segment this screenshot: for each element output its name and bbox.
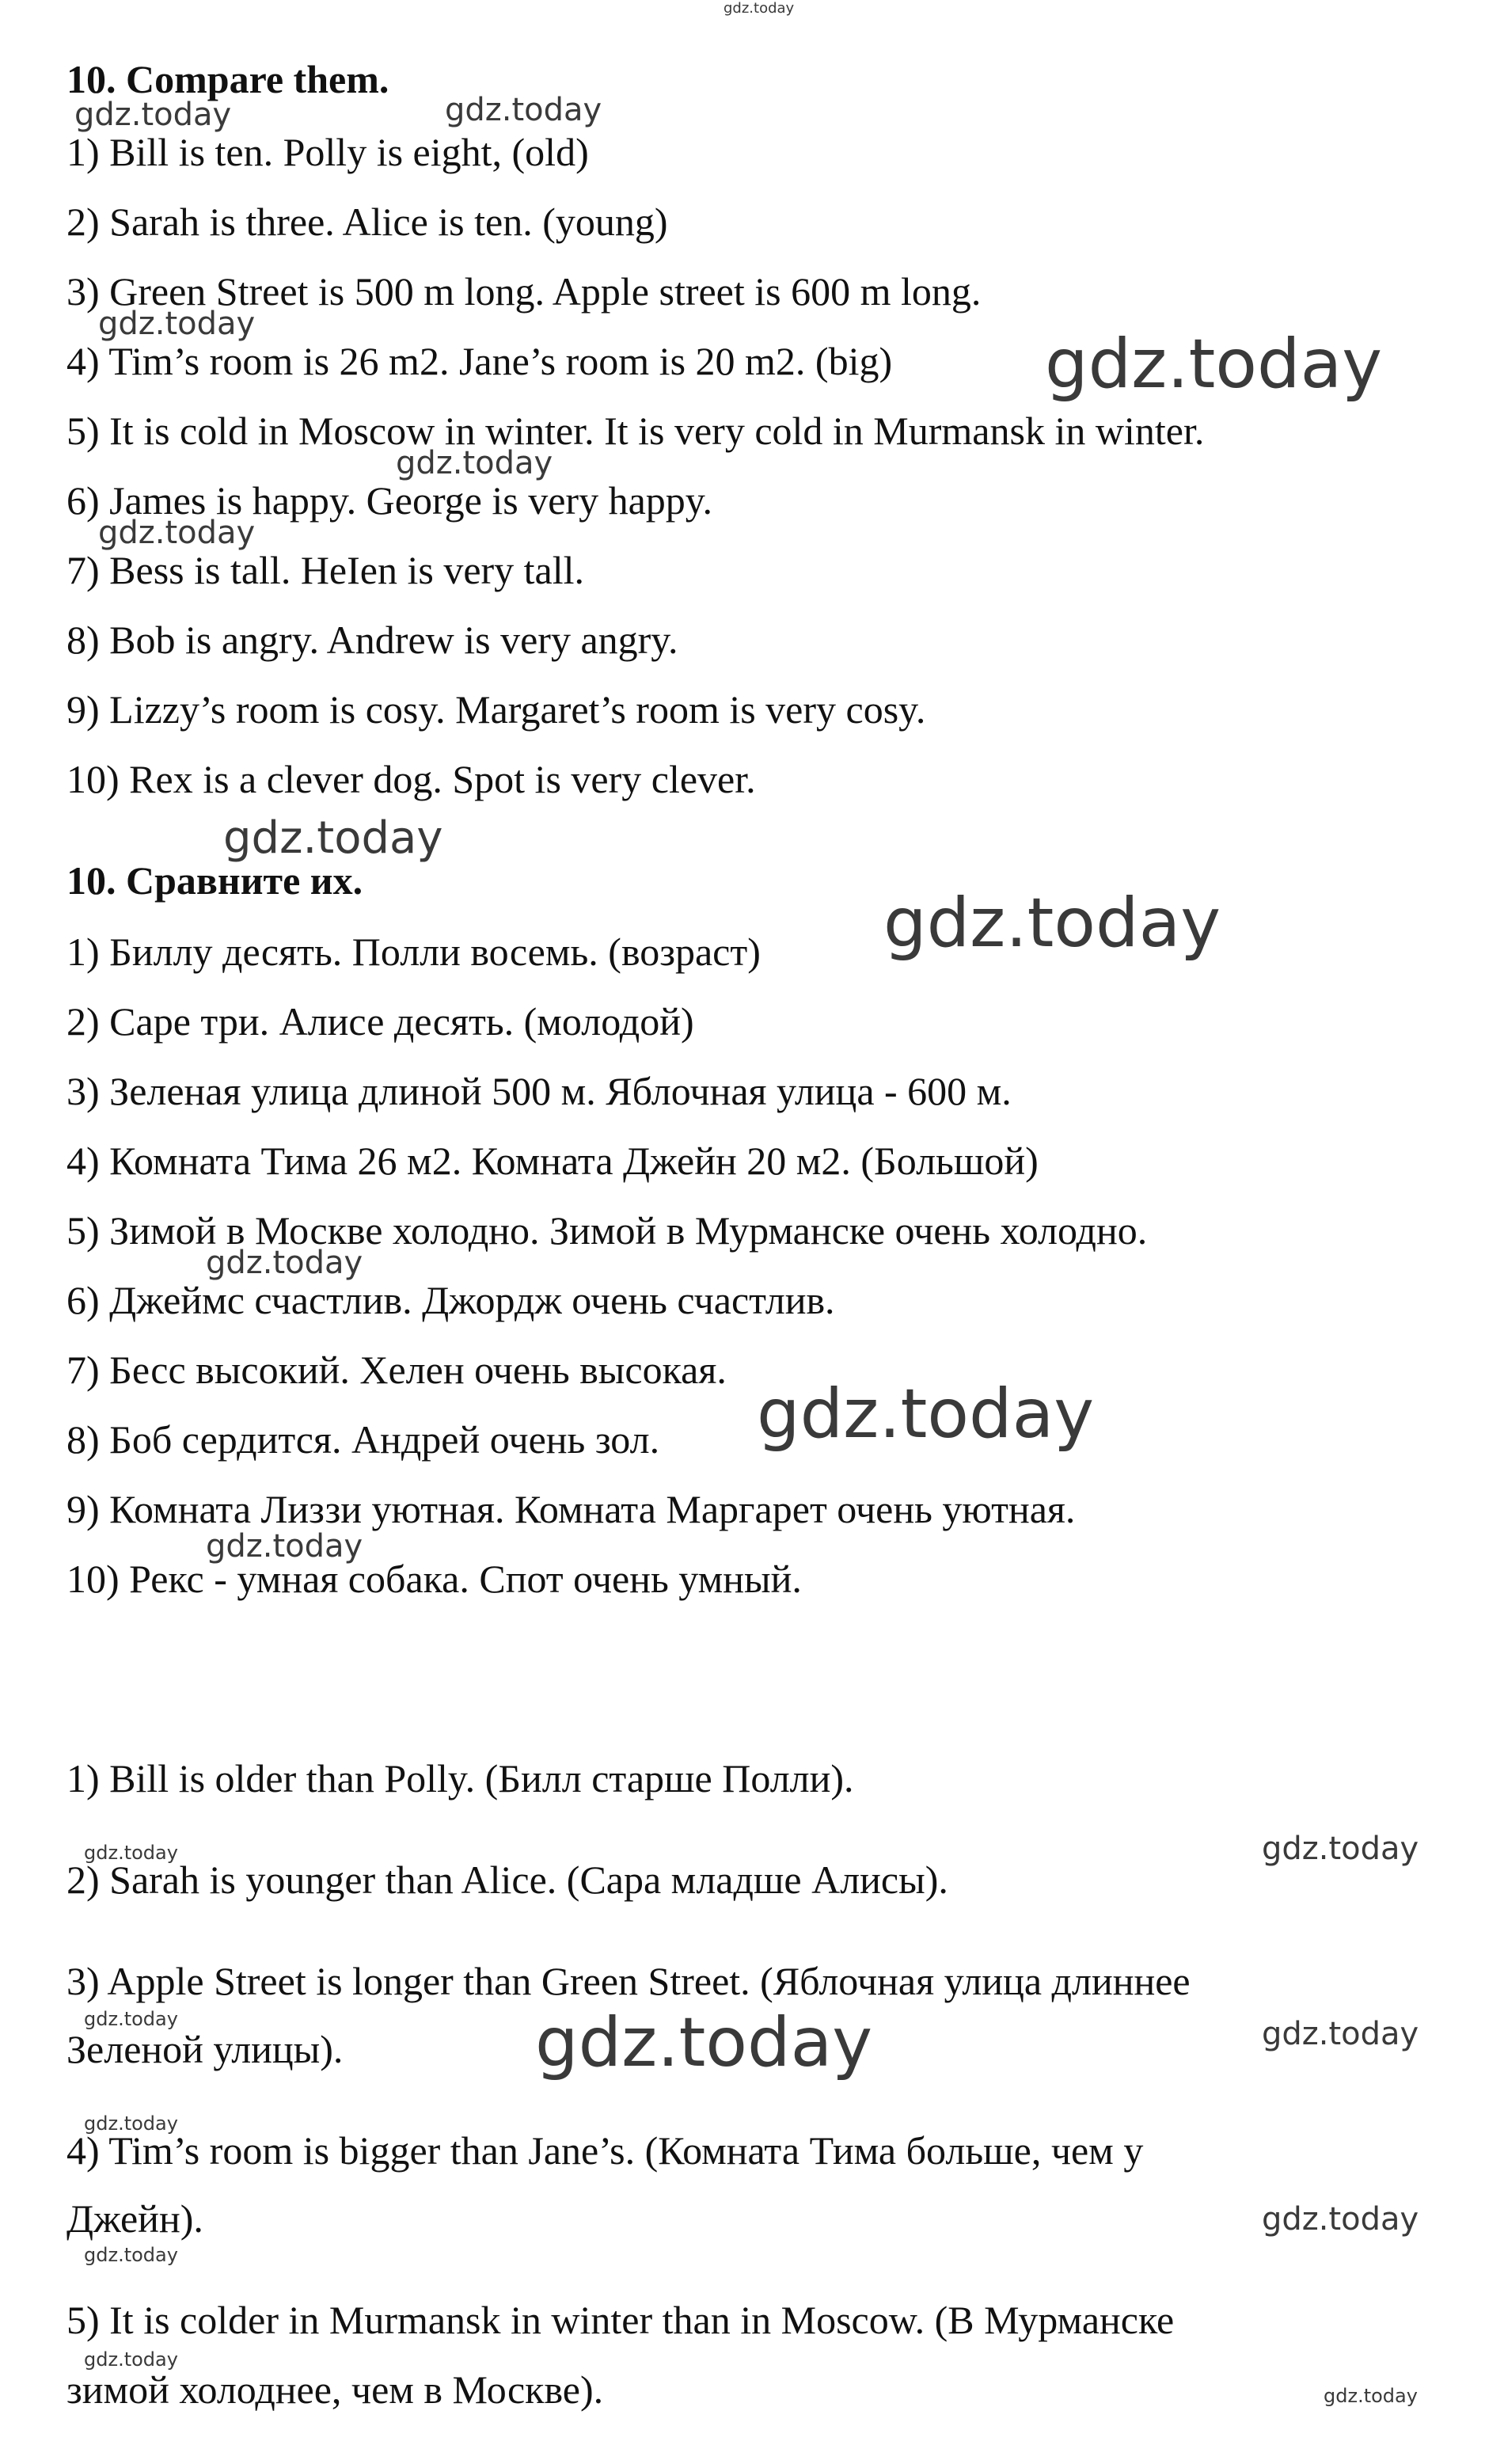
exercise-item: 9) Комната Лиззи уютная. Комната Маргарет очень уютная.	[66, 1487, 1076, 1531]
watermark: gdz.today	[757, 1375, 1095, 1454]
watermark: gdz.today	[206, 1528, 363, 1565]
exercise-heading-en: 10. Compare them.	[66, 57, 389, 101]
answer-line: 4) Tim’s room is bigger than Jane’s. (Комната Тима больше, чем у	[66, 2128, 1144, 2173]
answer-line: 5) It is colder in Murmansk in winter than in Moscow. (В Мурманске	[66, 2298, 1175, 2342]
watermark: gdz.today	[396, 445, 553, 481]
watermark: gdz.today	[223, 812, 443, 864]
exercise-heading-ru: 10. Сравните их.	[66, 858, 363, 903]
exercise-item: 9) Lizzy’s room is cosy. Margaret’s room is very cosy.	[66, 687, 926, 732]
exercise-item: 6) Джеймс счастлив. Джордж очень счастлив.	[66, 1278, 835, 1322]
exercise-item: 1) Bill is ten. Polly is eight, (old)	[66, 130, 589, 174]
watermark: gdz.today	[883, 884, 1221, 963]
exercise-item: 3) Зеленая улица длиной 500 м. Яблочная улица - 600 м.	[66, 1069, 1012, 1113]
answer-line: 2) Sarah is younger than Alice. (Сара младше Алисы).	[66, 1858, 948, 1902]
exercise-item: 10) Rex is a clever dog. Spot is very clever.	[66, 757, 756, 801]
exercise-item: 3) Green Street is 500 m long. Apple street is 600 m long.	[66, 269, 982, 314]
watermark: gdz.today	[1324, 2385, 1418, 2407]
watermark: gdz.today	[84, 2244, 178, 2266]
watermark: gdz.today	[84, 2008, 178, 2030]
watermark: gdz.today	[84, 2112, 178, 2135]
watermark: gdz.today	[84, 1842, 178, 1864]
watermark: gdz.today	[1045, 325, 1383, 404]
watermark: gdz.today	[98, 515, 256, 551]
exercise-item: 7) Бесс высокий. Хелен очень высокая.	[66, 1348, 727, 1392]
answer-line: Джейн).	[66, 2196, 203, 2241]
answer-line: 1) Bill is older than Polly. (Билл старше Полли).	[66, 1756, 854, 1800]
exercise-item: 6) James is happy. George is very happy.	[66, 478, 713, 523]
exercise-item: 4) Tim’s room is 26 m2. Jane’s room is 20 m2. (big)	[66, 339, 893, 383]
exercise-item: 8) Боб сердится. Андрей очень зол.	[66, 1417, 660, 1462]
exercise-item: 4) Комната Тима 26 м2. Комната Джейн 20 м2. (Большой)	[66, 1139, 1039, 1183]
answer-line: Зеленой улицы).	[66, 2027, 344, 2071]
exercise-item: 10) Рекс - умная собака. Спот очень умный.	[66, 1557, 802, 1601]
watermark: gdz.today	[84, 2348, 178, 2371]
watermark: gdz.today	[535, 2003, 873, 2082]
watermark: gdz.today	[98, 306, 256, 342]
exercise-item: 8) Bob is angry. Andrew is very angry.	[66, 618, 678, 662]
watermark: gdz.today	[206, 1245, 363, 1281]
watermark: gdz.today	[74, 97, 232, 133]
exercise-item: 1) Биллу десять. Полли восемь. (возраст)	[66, 930, 761, 974]
answer-line: 3) Apple Street is longer than Green Street. (Яблочная улица длиннее	[66, 1959, 1191, 2003]
watermark: gdz.today	[724, 0, 795, 17]
exercise-item: 2) Sarah is three. Alice is ten. (young)	[66, 200, 668, 244]
watermark: gdz.today	[1262, 1831, 1419, 1867]
watermark: gdz.today	[1262, 2016, 1419, 2052]
exercise-item: 5) It is cold in Moscow in winter. It is very cold in Murmansk in winter.	[66, 409, 1205, 453]
exercise-item: 2) Саре три. Алисе десять. (молодой)	[66, 999, 694, 1044]
watermark: gdz.today	[445, 92, 602, 128]
exercise-item: 7) Bess is tall. HeIen is very tall.	[66, 548, 585, 592]
watermark: gdz.today	[1262, 2201, 1419, 2238]
exercise-item: 5) Зимой в Москве холодно. Зимой в Мурманске очень холодно.	[66, 1208, 1148, 1253]
answer-line: зимой холоднее, чем в Москве).	[66, 2367, 604, 2412]
